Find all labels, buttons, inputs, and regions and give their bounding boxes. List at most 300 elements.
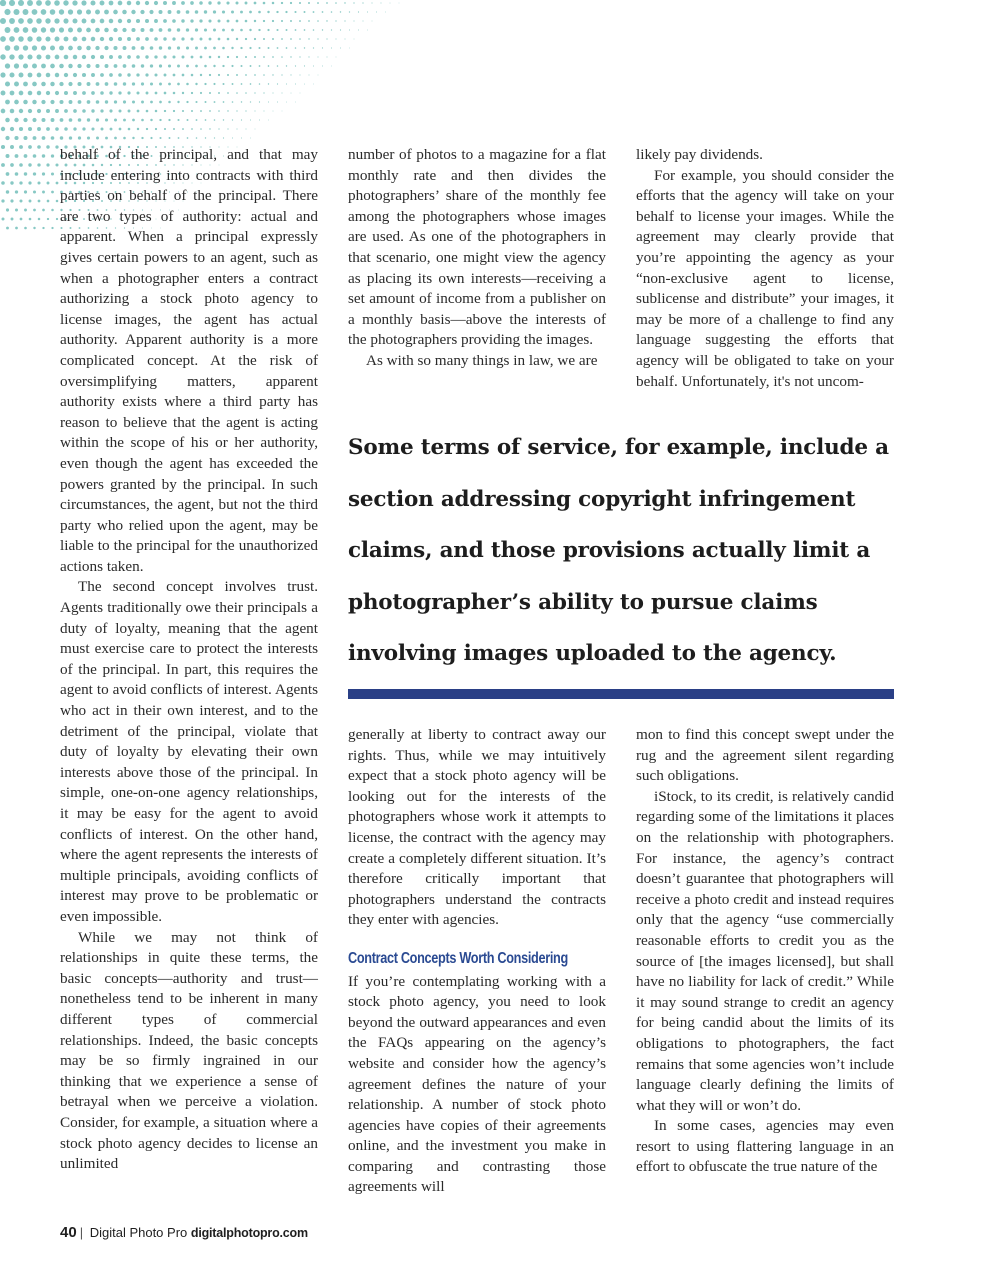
halftone-dot — [28, 91, 33, 96]
halftone-dot — [199, 19, 202, 22]
halftone-dot — [77, 9, 82, 14]
halftone-dot — [353, 2, 354, 3]
pull-quote-rule — [348, 689, 894, 699]
halftone-dot — [149, 10, 153, 14]
body-column-2-top — [348, 145, 606, 372]
halftone-dot — [41, 82, 46, 87]
halftone-dot — [5, 100, 10, 105]
halftone-dot — [232, 83, 234, 85]
halftone-dot — [154, 37, 158, 41]
halftone-dot — [69, 100, 73, 104]
halftone-dot — [37, 145, 41, 149]
halftone-dot — [27, 36, 32, 41]
halftone-dot — [367, 30, 368, 31]
halftone-dot — [105, 82, 109, 86]
halftone-dot — [267, 29, 269, 31]
halftone-dot — [254, 92, 255, 93]
halftone-dot — [154, 55, 157, 58]
halftone-dot — [286, 29, 288, 31]
halftone-dot — [91, 37, 95, 41]
halftone-dot — [51, 118, 55, 122]
halftone-dot — [59, 64, 64, 69]
paragraph: iStock, to its credit, is relatively candid regarding some of the limitations it places on the relationship with photographers. For instance, the agency’s contract doesn’t guarantee that photographers will receive a photo credit and instead requires only that the agency “use commercially reasonable efforts to credit you as the source of [the images licensed], but shall have no liability for lack of credit.” While it may sound strange to credit an agency for being candid about the limits of its obligations to photographers, the fact remains that some agencies won’t include language clearly defining the limits of what they will or won’t do. — [636, 787, 894, 1114]
halftone-dot — [100, 19, 105, 24]
halftone-dot — [182, 110, 184, 112]
halftone-dot — [300, 75, 301, 76]
halftone-dot — [181, 37, 184, 40]
halftone-dot — [87, 118, 90, 121]
halftone-dot — [263, 2, 266, 5]
halftone-dot — [81, 0, 86, 5]
footer-separator: | — [79, 1225, 84, 1240]
halftone-dot — [0, 72, 5, 77]
halftone-dot — [326, 38, 327, 39]
halftone-dot — [114, 82, 118, 86]
halftone-dot — [105, 100, 108, 103]
halftone-dot — [335, 2, 337, 4]
halftone-dot — [28, 181, 31, 184]
halftone-dot — [123, 137, 126, 140]
halftone-dot — [1, 163, 5, 167]
halftone-dot — [268, 83, 269, 84]
halftone-dot — [204, 28, 207, 31]
halftone-dot — [150, 28, 154, 32]
halftone-dot — [56, 182, 59, 185]
halftone-dot — [349, 11, 350, 12]
halftone-dot — [38, 218, 41, 221]
halftone-dot — [263, 92, 264, 93]
halftone-dot — [159, 10, 163, 14]
paragraph: In some cases, agencies may even resort to using flattering language in an effort to obfuscate the true nature of the — [636, 1117, 894, 1176]
halftone-dot — [291, 93, 292, 94]
halftone-dot — [177, 65, 180, 68]
halftone-dot — [46, 163, 49, 166]
halftone-dot — [118, 37, 122, 41]
halftone-dot — [15, 227, 18, 230]
halftone-dot — [236, 74, 238, 76]
halftone-dot — [186, 28, 189, 31]
halftone-dot — [163, 37, 166, 40]
halftone-dot — [127, 91, 130, 94]
halftone-dot — [23, 45, 28, 50]
halftone-dot — [132, 119, 135, 122]
halftone-dot — [226, 1, 229, 4]
halftone-dot — [42, 172, 45, 175]
halftone-dot — [181, 19, 184, 22]
halftone-dot — [14, 100, 19, 105]
halftone-dot — [218, 110, 220, 112]
halftone-dot — [227, 74, 229, 76]
halftone-dot — [86, 64, 90, 68]
halftone-dot — [227, 38, 230, 41]
halftone-dot — [277, 83, 278, 84]
halftone-dot — [42, 154, 45, 157]
halftone-dot — [345, 39, 346, 40]
halftone-dot — [268, 120, 269, 121]
halftone-dot — [14, 27, 20, 33]
halftone-dot — [19, 127, 23, 131]
halftone-dot — [86, 46, 90, 50]
halftone-dot — [33, 227, 35, 229]
halftone-dot — [64, 91, 68, 95]
halftone-dot — [155, 128, 157, 130]
halftone-dot — [241, 83, 243, 85]
halftone-dot — [164, 74, 167, 77]
halftone-dot — [222, 47, 225, 50]
halftone-dot — [163, 55, 166, 58]
halftone-dot — [6, 208, 9, 211]
halftone-dot — [209, 56, 212, 59]
body-column-3-top — [636, 145, 894, 392]
halftone-dot — [187, 119, 189, 121]
paragraph: If you’re contemplating working with a stock photo agency, you need to look beyond the outward appearances and even the FAQs appearing on the agency’s website and consider how the agency’s agreement defines the nature of your relationship. A number of stock photo agencies have copies of their agreements online, and the investment you make in comparing and contrasting those agreements will — [348, 972, 606, 1196]
halftone-dot — [286, 65, 287, 66]
halftone-dot — [18, 36, 24, 42]
halftone-dot — [127, 55, 131, 59]
halftone-dot — [154, 19, 158, 23]
halftone-dot — [109, 55, 113, 59]
halftone-dot — [182, 92, 184, 94]
halftone-dot — [5, 118, 10, 123]
halftone-dot — [322, 47, 323, 48]
halftone-dot — [191, 92, 193, 94]
halftone-dot — [155, 110, 158, 113]
halftone-dot — [37, 181, 40, 184]
halftone-dot — [24, 136, 28, 140]
halftone-dot — [55, 127, 59, 131]
halftone-dot — [64, 55, 69, 60]
halftone-dot — [55, 163, 58, 166]
halftone-dot — [145, 55, 148, 58]
halftone-dot — [272, 74, 273, 75]
halftone-dot — [123, 100, 126, 103]
halftone-dot — [164, 110, 166, 112]
halftone-dot — [208, 19, 211, 22]
halftone-dot — [82, 37, 87, 42]
halftone-dot — [232, 119, 233, 120]
halftone-dot — [23, 118, 27, 122]
halftone-dot — [322, 29, 323, 30]
halftone-dot — [50, 100, 54, 104]
paragraph: mon to find this concept swept under the rug and the agreement silent regarding such obligations. — [636, 726, 894, 785]
halftone-dot — [72, 18, 77, 23]
halftone-dot — [209, 74, 211, 76]
halftone-dot — [128, 110, 131, 113]
halftone-dot — [100, 1, 105, 6]
halftone-dot — [55, 145, 58, 148]
halftone-dot — [91, 91, 95, 95]
halftone-dot — [132, 137, 134, 139]
halftone-dot — [182, 56, 185, 59]
halftone-dot — [46, 91, 50, 95]
halftone-dot — [95, 64, 99, 68]
page-number: 40 — [60, 1224, 77, 1241]
halftone-dot — [145, 19, 149, 23]
halftone-dot — [313, 11, 315, 13]
halftone-dot — [10, 127, 14, 131]
halftone-dot — [100, 73, 104, 77]
halftone-dot — [190, 1, 194, 5]
halftone-dot — [264, 111, 265, 112]
halftone-dot — [191, 128, 193, 130]
halftone-dot — [78, 118, 82, 122]
halftone-dot — [159, 46, 162, 49]
halftone-dot — [146, 92, 149, 95]
halftone-dot — [254, 74, 256, 76]
halftone-dot — [259, 83, 261, 85]
halftone-dot — [223, 119, 224, 120]
halftone-dot — [259, 120, 260, 121]
halftone-dot — [268, 47, 270, 49]
magazine-url: digitalphotopro.com — [190, 1226, 308, 1240]
halftone-dot — [46, 73, 51, 78]
halftone-dot — [127, 1, 132, 6]
halftone-dot — [223, 101, 225, 103]
halftone-dot — [281, 2, 283, 4]
halftone-dot — [100, 37, 104, 41]
halftone-dot — [1, 199, 4, 202]
halftone-dot — [23, 9, 29, 15]
halftone-dot — [127, 37, 131, 41]
halftone-dot — [286, 102, 287, 103]
halftone-dot — [168, 83, 171, 86]
halftone-dot — [28, 109, 32, 113]
halftone-dot — [109, 91, 112, 94]
halftone-dot — [15, 154, 19, 158]
halftone-dot — [91, 127, 94, 130]
halftone-dot — [331, 11, 333, 13]
halftone-dot — [349, 48, 350, 49]
halftone-dot — [59, 82, 63, 86]
halftone-dot — [10, 91, 15, 96]
halftone-dot — [15, 172, 19, 176]
halftone-dot — [64, 37, 69, 42]
halftone-dot — [37, 55, 42, 60]
halftone-dot — [73, 73, 77, 77]
halftone-dot — [249, 11, 252, 14]
halftone-dot — [217, 1, 220, 4]
halftone-dot — [282, 93, 283, 94]
halftone-dot — [168, 101, 171, 104]
halftone-dot — [150, 64, 153, 67]
halftone-dot — [177, 119, 179, 121]
halftone-dot — [254, 110, 255, 111]
halftone-dot — [114, 119, 117, 122]
halftone-dot — [214, 101, 216, 103]
halftone-dot — [276, 11, 278, 13]
halftone-dot — [222, 10, 225, 13]
halftone-dot — [15, 208, 18, 211]
halftone-dot — [14, 118, 18, 122]
halftone-dot — [41, 64, 46, 69]
halftone-dot — [105, 118, 108, 121]
halftone-dot — [245, 2, 248, 5]
halftone-dot — [259, 101, 260, 102]
halftone-dot — [195, 83, 197, 85]
halftone-dot — [204, 10, 207, 13]
halftone-dot — [163, 19, 167, 23]
halftone-dot — [236, 20, 239, 23]
halftone-dot — [182, 128, 184, 130]
halftone-dot — [173, 128, 175, 130]
halftone-dot — [42, 136, 46, 140]
halftone-dot — [5, 81, 10, 86]
halftone-dot — [205, 101, 207, 103]
halftone-dot — [218, 92, 220, 94]
halftone-dot — [186, 101, 188, 103]
halftone-dot — [223, 137, 224, 138]
halftone-dot — [50, 64, 55, 69]
halftone-dot — [37, 91, 41, 95]
halftone-dot — [200, 128, 202, 130]
halftone-dot — [313, 47, 314, 48]
halftone-dot — [186, 83, 189, 86]
paragraph: behalf of the principal, and that may include entering into contracts with third parties on behalf of the principal. There are two types of authority: actual and apparent. When a principal expressly gives certain powers to an agent, such as when a photographer enters a contract authorizing a stock photo agency to license images, the agent has actual authority. Apparent authority is a more complicated concept. At the risk of oversimplifying matters, apparent authority exists where a third party has reason to believe that the agent is acting within the scope of his or her authority, even though the agent has exceeded the powers granted by the principal. In such circumstances, the agent, but not the third party who relied upon the agent, may be liable to the principal for the unauthorized actions taken. — [60, 146, 318, 575]
halftone-dot — [196, 119, 198, 121]
halftone-dot — [123, 64, 127, 68]
halftone-dot — [29, 200, 32, 203]
halftone-dot — [24, 227, 27, 230]
halftone-dot — [23, 82, 28, 87]
halftone-dot — [263, 20, 265, 22]
halftone-dot — [231, 47, 233, 49]
halftone-dot — [1, 127, 5, 131]
halftone-dot — [1, 145, 5, 149]
halftone-dot — [376, 12, 377, 13]
halftone-dot — [68, 64, 72, 68]
halftone-dot — [41, 45, 46, 50]
paragraph: For example, you should consider the efforts that the agency will take on your behalf to license your images. While the agreement may clearly provide that you’re appointing the agency as your “non-exclusive agent to license, sublicense and distribute” your images, it may be more of a challenge to find any language suggesting the efforts that agency will be obligated to take on your behalf. Unfortunately, it's not uncom- — [636, 166, 894, 390]
halftone-dot — [344, 2, 345, 3]
halftone-dot — [51, 227, 53, 229]
halftone-dot — [96, 137, 99, 140]
halftone-dot — [236, 56, 238, 58]
halftone-dot — [214, 137, 215, 138]
paragraph: While we may not think of relationships in quite these terms, the basic concepts—authority and trust—nonetheless tend to be inherent in many different types of commercial relationships. Indeed, the basic concepts may be so firmly ingrained in our thinking that we experience a sense of betrayal when we perceive a violation. Consider, for example, a situation where a stock photo agency decides to license an unlimited — [60, 928, 318, 1173]
halftone-dot — [331, 66, 332, 67]
halftone-dot — [254, 2, 257, 5]
halftone-dot — [177, 28, 180, 31]
halftone-dot — [200, 38, 203, 41]
halftone-dot — [362, 2, 363, 3]
halftone-dot — [24, 172, 27, 175]
halftone-dot — [268, 101, 269, 102]
halftone-dot — [236, 38, 238, 40]
halftone-dot — [36, 18, 42, 24]
halftone-dot — [222, 65, 224, 67]
halftone-dot — [150, 101, 153, 104]
halftone-dot — [0, 18, 6, 24]
halftone-dot — [27, 18, 33, 24]
halftone-dot — [73, 91, 77, 95]
halftone-dot — [227, 128, 228, 129]
halftone-dot — [168, 10, 172, 14]
halftone-dot — [281, 74, 282, 75]
halftone-dot — [250, 83, 252, 85]
halftone-dot — [137, 110, 140, 113]
halftone-dot — [209, 110, 211, 112]
halftone-dot — [24, 190, 27, 193]
halftone-dot — [100, 109, 103, 112]
halftone-dot — [59, 100, 63, 104]
halftone-dot — [231, 65, 233, 67]
halftone-dot — [281, 56, 283, 58]
halftone-dot — [0, 54, 5, 59]
halftone-dot — [322, 66, 323, 67]
halftone-dot — [195, 101, 197, 103]
halftone-dot — [104, 28, 109, 33]
halftone-dot — [23, 27, 29, 33]
halftone-dot — [64, 127, 68, 131]
halftone-dot — [187, 137, 189, 139]
halftone-dot — [86, 28, 91, 33]
halftone-dot — [59, 9, 64, 14]
halftone-dot — [172, 37, 175, 40]
halftone-dot — [227, 56, 229, 58]
halftone-dot — [272, 56, 274, 58]
halftone-dot — [5, 45, 11, 51]
halftone-dot — [46, 55, 51, 60]
halftone-dot — [177, 10, 181, 14]
halftone-dot — [371, 2, 372, 3]
halftone-dot — [11, 218, 14, 221]
halftone-dot — [154, 1, 158, 5]
halftone-dot — [195, 47, 198, 50]
halftone-dot — [317, 38, 318, 39]
halftone-dot — [77, 82, 81, 86]
halftone-dot — [154, 73, 157, 76]
halftone-dot — [23, 100, 28, 105]
halftone-dot — [353, 20, 354, 21]
halftone-dot — [33, 172, 36, 175]
halftone-dot — [236, 128, 237, 129]
halftone-dot — [91, 55, 95, 59]
halftone-dot — [326, 20, 327, 21]
halftone-dot — [56, 200, 59, 203]
halftone-dot — [9, 54, 14, 59]
halftone-dot — [281, 38, 283, 40]
halftone-dot — [32, 9, 38, 15]
halftone-dot — [123, 46, 127, 50]
halftone-dot — [190, 37, 193, 40]
halftone-dot — [218, 56, 220, 58]
halftone-dot — [150, 82, 153, 85]
halftone-dot — [290, 38, 292, 40]
halftone-dot — [340, 48, 341, 49]
halftone-dot — [299, 20, 301, 22]
halftone-dot — [213, 83, 215, 85]
halftone-dot — [286, 83, 287, 84]
halftone-dot — [150, 137, 152, 139]
halftone-dot — [9, 36, 15, 42]
halftone-dot — [24, 209, 27, 212]
halftone-dot — [127, 19, 131, 23]
halftone-dot — [150, 119, 152, 121]
body-column-2-bottom — [348, 725, 606, 1198]
halftone-dot — [90, 0, 95, 5]
halftone-dot — [164, 128, 166, 130]
halftone-dot — [245, 110, 246, 111]
section-subhead: Contract Concepts Worth Considering — [348, 949, 568, 967]
halftone-dot — [277, 102, 278, 103]
halftone-dot — [14, 136, 18, 140]
halftone-dot — [290, 74, 291, 75]
halftone-dot — [0, 36, 6, 42]
halftone-dot — [45, 18, 50, 23]
halftone-dot — [186, 65, 189, 68]
halftone-dot — [20, 218, 23, 221]
halftone-dot — [335, 38, 336, 39]
